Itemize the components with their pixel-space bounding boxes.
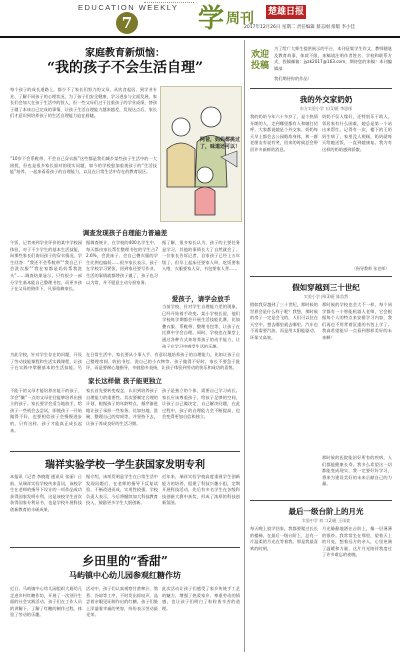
story-future-col-1: 假如我穿越到了三十世纪，那时候的世界会是什么样子呢？我想，那时候的房子一定是会飞的，人们可以住在天空中，想去哪里就去哪里。汽车也不再需要汽油，而是用太阳能驱动，环保又高效。 bbox=[250, 302, 318, 340]
let-go-col-1: 当前学校，针对学生自理能力差的现象，已经开始着手改变。某小学校长说，他们学校每学期都会开展生活技能比赛，比如叠衣服、系鞋带、整理书包等，让孩子在比赛中学会自理。同时，学校也在课堂上通过各种方式来培养孩子的动手能力，让孩子在学习中感受生活的乐趣。 bbox=[162, 304, 240, 348]
story-grandma-title: 我的外交家奶奶 bbox=[299, 95, 353, 104]
section-divider bbox=[250, 276, 392, 277]
story-future-col-3: 那时候的医院能治好所有的疾病，人们都能健康长寿。我多么希望这一切都能变成现实，我一定要好好学习，将来为建设美好的未来贡献自己的力量。 bbox=[322, 455, 392, 487]
page-number-badge: 7 bbox=[116, 12, 138, 34]
edu-weekly-label: EDUCATION WEEKLY bbox=[78, 3, 179, 12]
let-go-col-2: 为此学校，针对学生存在的问题，开设了劳动技能课程和生活实践课程，让孩子在实践中掌握基本的生活技能。另 bbox=[10, 352, 82, 371]
main-headline: “我的孩子不会生活自理” bbox=[46, 60, 204, 76]
story-future-byline: 实验小学 四(3)班 陈浩然 bbox=[303, 294, 349, 299]
column-divider bbox=[244, 40, 245, 652]
brown-sugar-col-1: 近日，马屿镇中心幼儿园组织大班幼儿走进乡村红糖作坊，开展了一次别开生面的社会实践活动。孩子们在工作人员的讲解下，了解了红糖的制作过程，体验了劳动的乐趣。 bbox=[10, 586, 82, 618]
story-future-title: 假如穿越到三十世纪 bbox=[292, 283, 360, 292]
story-moonlight-col-1: 每天晚上放学回家，我都要爬过长长的楼梯，在最后一级台阶上，总有一片温柔的月光在等着我，那是我最喜欢的时刻。 bbox=[250, 526, 318, 551]
patent-col-3: 近年来，瑞祥实验学校高度重视学生创新能力的培养，组建了科技兴趣小组，定期开展科技活动，先后有多名学生在各级科技创新大赛中获奖，形成了浓厚的科技创新氛围。 bbox=[162, 474, 240, 506]
main-intro: 每个孩子的成长道路上，都少不了家长们努力的父母，从饮食起居、到学业专业、了解不同孩子的心理状况，为了孩子们安全健康、学习进步与全面发展，家长们会加大在孩子生活中的投入，但一些父母们过于注重孩子的学业成绩，替孩子做了本该自己完成的事情，让孩子生活自理能力越来越差，发现这点后，家长们才意识到培养孩子的生活自理能力迫在眉睫。 bbox=[10, 87, 157, 119]
patent-headline: 瑞祥实验学校一学生获国家发明专利 bbox=[45, 460, 205, 471]
parents-col-3: 孩子是独立的个体，需要自己学习成长。家长应该尊重孩子，给孩子足够的空间，让孩子自己做决定、自己解决问题，在此过程中，孩子的自理能力会不断提高，也会变得更加自信和独立。 bbox=[162, 388, 240, 420]
submission-notice-2: 我们期待你的作品！ bbox=[274, 76, 312, 81]
story-future-col-2: 那时候的学校也会大不一样，每个同学都有一个智能机器人老师，它会根据每个人的特点来安排学习内容，我们再也不用背着沉重的书包上学了。我真希望能早一点看到那样美好的未来啊！ bbox=[322, 302, 392, 340]
survey-col-2: 据调查统计，在学校的400名学生中，每天都由家长帮忙整理书包的学生占72.6%，会洗袜子、会自己叠衣服的学生比例也偏低……很多家长表示，孩子在学校学习紧张，回到家还要写作业，生活的事情就都替孩子做了，孩子也习以为常，并不愿意主动分担家务。 bbox=[86, 240, 158, 285]
main-kicker: 家庭教育新烦恼： bbox=[85, 48, 165, 59]
let-go-col-3: 在日常生活中，家长要从小事入手，有意识地培养孩子的自理能力，比如让孩子自己整理房间、收拾书包、洗自己的小衣物等。孩子做得不好时，家长不要急于批评，而是要耐心地指导，多鼓励多表扬，让孩子体验到劳动的快乐和成功的喜悦。 bbox=[86, 352, 240, 371]
submission-notice: 为了给广大师生提供展示的平台，本刊征集学生作文、教师随笔及教育故事，体裁不限，来稿请注明作者姓名、学校和联系方式，投稿邮箱：jyzk2017@163.com，期待您的来稿！本刊编辑部 bbox=[274, 46, 392, 71]
section-divider bbox=[10, 547, 240, 548]
header-decoration bbox=[144, 2, 194, 10]
patent-col-2: 据介绍，该项发明是学生在日常生活中发现问题后，在老师的指导下反复试验、不断改进而成，实用性较强。学校负责人表示，今后将继续加大科技教育投入，鼓励更多学生大胆创新。 bbox=[86, 474, 158, 506]
story-moonlight-col-2: 月光静静地洒在台阶上，像一层薄薄的银纱。我常常坐在那里，望着天上的月亮，想着远方的亲人，心里充满了温暖和力量，这片月光陪伴我度过了许多难忘的夜晚。 bbox=[322, 526, 392, 558]
parents-col-1: 不能干的父母才能培养出能干的孩子，学会“懒”一点的父母往往能够培养出独立的孩子。家长要学会适当地放手，给孩子一些机会去尝试，即使孩子一开始做得不好，也要相信孩子会慢慢进步的，只有这样，孩子才能真正成长起来。 bbox=[10, 388, 82, 433]
subhead-let-go: 爱孩子，请学会放手 bbox=[171, 295, 231, 303]
subhead-parents: 家长这样做 孩子能更独立 bbox=[88, 377, 162, 385]
survey-col-1: 午饭，记者来到学业评价的某中学校园体验，对于不少学生的基本生活技能，向那些家长们询问孩子的穿衣情况，学生回答：“我还不会系鞋带”“我自己不会洗衣服”“我在家都是妈妈帮我洗头”……调查结果显示，只有很少一部分学生基本能自己整理书包，而更多孩子在父母的陪伴下，凡事依赖家长。 bbox=[10, 240, 82, 292]
brown-sugar-col-2: 活动中，孩子们认真观察甘蔗榨汁、熬煮、冷却等工序，不时发出惊叹声。品尝着亲眼见证制作出的红糖，孩子们脸上洋溢着幸福的笑容，纷纷表示劳动最光荣。 bbox=[86, 586, 158, 618]
story-grandma-col-1: 我的奶奶今年六十多岁了，是个热情开朗的人，走到哪里都有人和她打招呼，大家都说她是个外交家。奶奶每天早上都会去公园锻炼身体，和一群老朋友有说有笑，回来的时候总会带回许多新鲜的消息。 bbox=[250, 114, 318, 152]
brown-sugar-subtitle: 马屿镇中心幼儿园参观红糖作坊 bbox=[69, 570, 181, 580]
section-divider bbox=[10, 451, 240, 452]
story-grandma-byline: 东方实验小学 五(1)班 李思彤 bbox=[299, 106, 353, 111]
survey-col-3: 据了解，很多家长认为，孩子的主要任务是学习，其他的事情长大了自然就会了。一位家长告诉记者，自家孩子已经上五年级了，但早上起床还要家人叫，吃饭要家人喂，衣服要家人穿，书包要家人背…… bbox=[162, 240, 240, 272]
welcome-submissions-label: 欢迎投稿 bbox=[251, 50, 270, 71]
section-divider bbox=[250, 500, 392, 501]
page-header bbox=[0, 0, 400, 38]
story-grandma-col-2: 奶奶不仅人缘好，还特别乐于助人，邻居家有什么困难，她总是第一个站出来帮忙。记得有一次，楼下的王奶奶生病了，家里没人照顾，奶奶就每天给她送饭，一直到她康复。我为有这样的奶奶感到骄傲。 bbox=[322, 114, 392, 152]
cartoon-family-icon bbox=[161, 87, 243, 223]
newspaper-logo: 楚雄日报 bbox=[267, 7, 304, 17]
masthead-zhoukan: 周刊 bbox=[226, 11, 254, 27]
patent-col-1: 本报讯（记者 李晓霞 通讯员 张丽）日前，从瑞祥实验学校传来喜讯，该校学生在老师的指导下设计的一项作品成功获得国家发明专利，这是该校学生首次获得国家专利证书，也是学校开展科技创新教育的丰硕成果。 bbox=[10, 474, 82, 512]
story-grandma-teacher: （指导教师 张老师） bbox=[352, 266, 390, 271]
cartoon-caption: 阿爸，妈妈都挑过了，味道还可以！ bbox=[199, 137, 240, 150]
section-divider bbox=[250, 88, 392, 89]
cartoon-illustration bbox=[160, 86, 242, 222]
subhead-survey: 调查发现孩子自理能力普遍差 bbox=[82, 229, 168, 237]
brown-sugar-headline: 乡田里的“香甜” bbox=[82, 554, 168, 568]
issue-info: 2017年12月26日 星期二 责任编辑 蔡志刚 排版 李小佳 bbox=[244, 25, 356, 30]
brown-sugar-col-3: 此次活动让孩子们感受了家乡传统手工艺的魅力，增强了热爱家乡、尊重劳动的情感，也让孩子们明白了粒粒皆辛苦的道理。 bbox=[162, 586, 240, 611]
main-intro-2: “10岁不会系鞋带、不会自己穿衣服”这些都是我们城乡某些孩子生活中的一大困扰，但也是很多家长面对的现实问题，如今的学校愈加重视孩子的“生活技能”培养，一起来看看孩子的自理能力，以及在日常生活中存在的教育误区。 bbox=[10, 156, 157, 175]
parents-col-2: 家长首先要转变观念，认识到培养孩子自理能力的重要性。其次要制定合理的计划，根据孩子的年龄特点，循序渐进地让孩子承担一些家务，比如扫地、洗碗、整理自己的房间等，并坚持下去，让孩子养成良好的生活习惯。 bbox=[86, 388, 158, 426]
masthead-xue: 学 bbox=[198, 4, 225, 34]
story-moonlight-title: 最后一级台阶上的月光 bbox=[288, 507, 364, 516]
story-moonlight-byline: 实验中学 初二(2)班 王雨萱 bbox=[301, 518, 351, 523]
